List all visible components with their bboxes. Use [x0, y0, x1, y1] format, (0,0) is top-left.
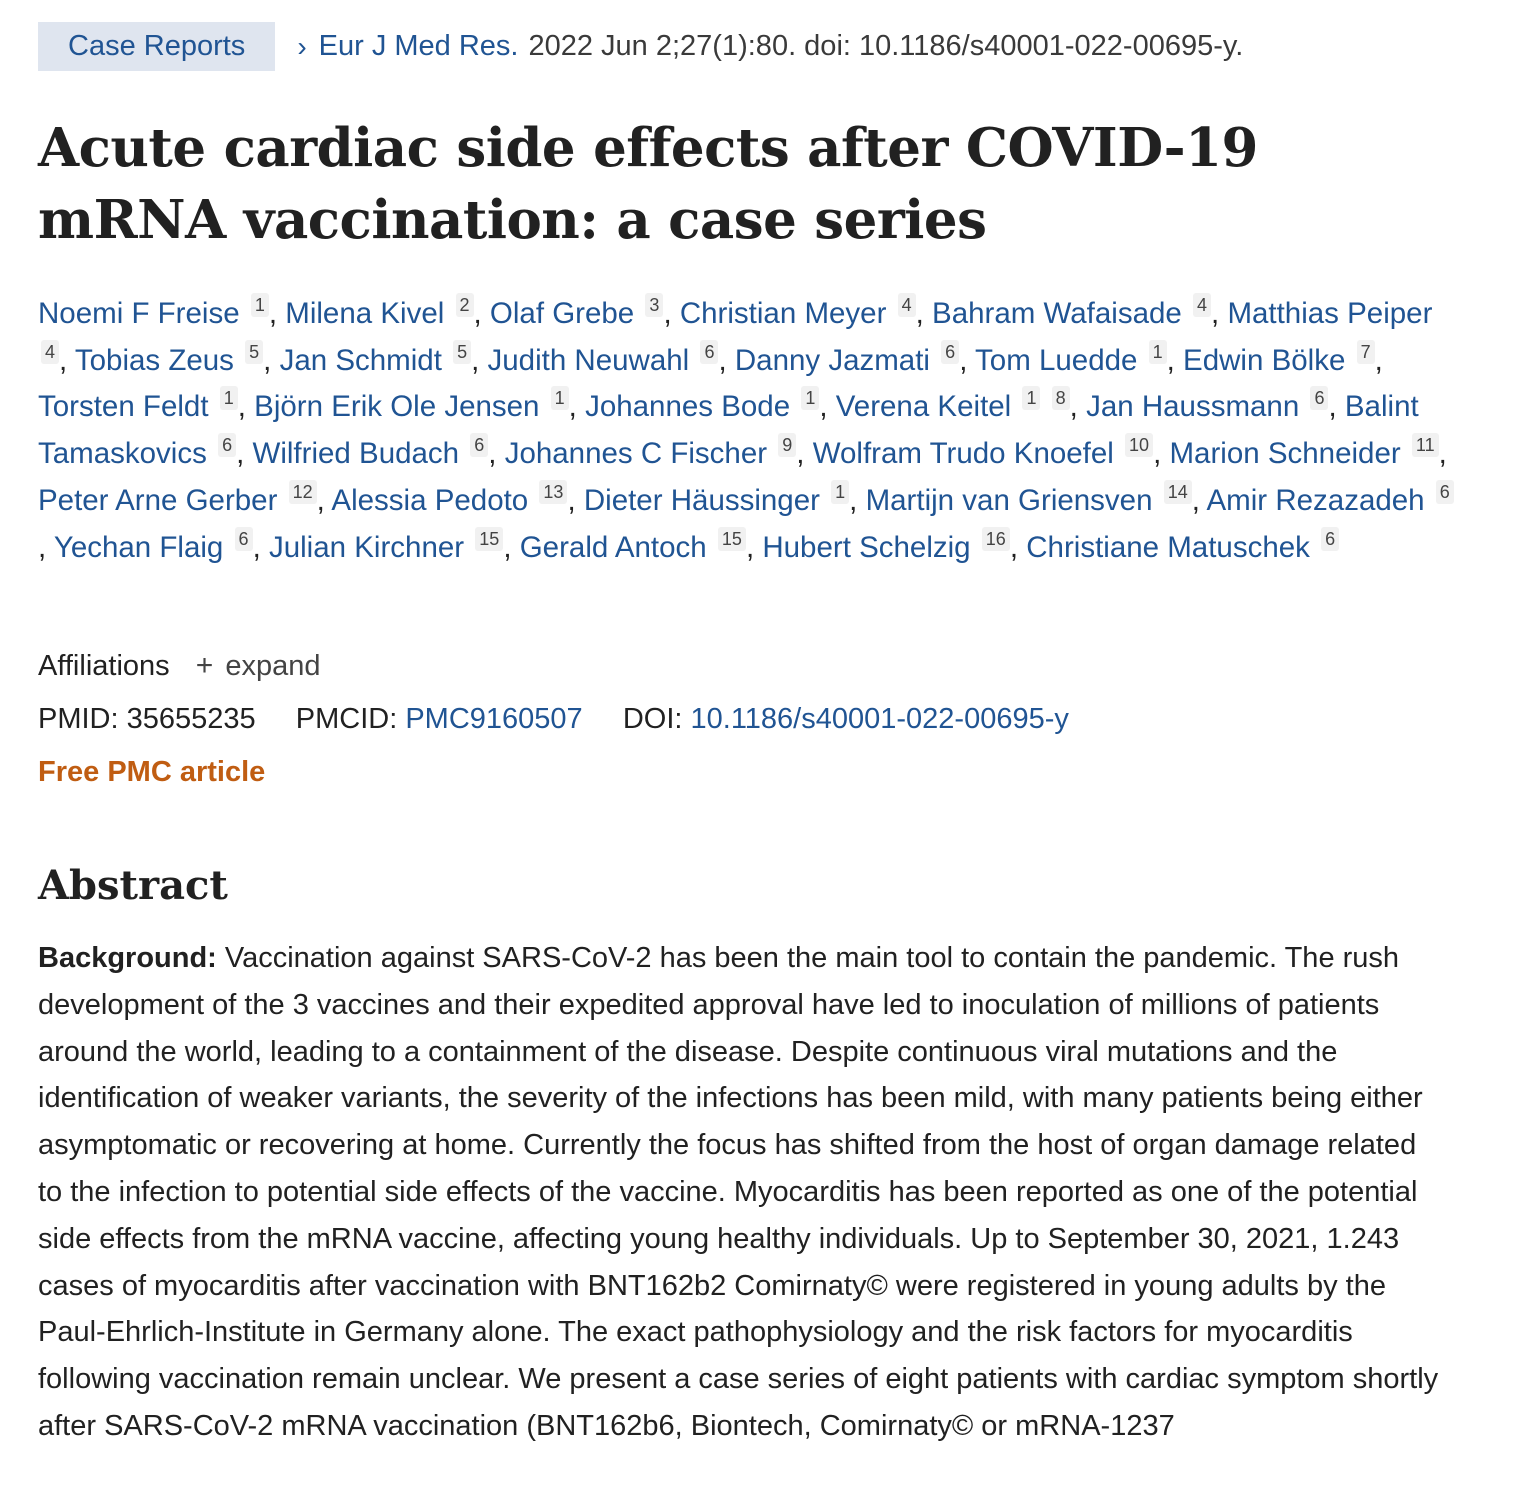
- affiliation-number[interactable]: 14: [1164, 480, 1192, 504]
- author-link[interactable]: Danny Jazmati: [734, 343, 930, 377]
- doi-link[interactable]: 10.1186/s40001-022-00695-y: [690, 703, 1069, 735]
- article-title: Acute cardiac side effects after COVID-19 mRNA vaccination: a case series: [38, 117, 1258, 251]
- pmid-label: PMID:: [38, 703, 119, 735]
- author-link[interactable]: Jan Haussmann: [1086, 390, 1300, 424]
- affiliation-number[interactable]: 6: [1310, 386, 1328, 410]
- affiliation-number[interactable]: 6: [1436, 480, 1454, 504]
- author-link[interactable]: Edwin Bölke: [1183, 343, 1346, 377]
- author-link[interactable]: Martijn van Griensven: [865, 483, 1153, 517]
- author-item: Johannes Bode 1 ,: [585, 388, 836, 424]
- author-link[interactable]: Verena Keitel: [835, 390, 1012, 424]
- affiliation-number[interactable]: 6: [700, 340, 718, 364]
- citation-line: [38, 22, 1243, 71]
- author-item: Wolfram Trudo Knoefel 10 ,: [812, 435, 1170, 471]
- author-item: Balint Tamaskovics 6 ,: [38, 390, 1419, 471]
- publication-type-badge: Case Reports: [38, 22, 275, 71]
- author-item: Marion Schneider 11 ,: [1169, 435, 1447, 471]
- affiliation-number[interactable]: 11: [1412, 433, 1439, 457]
- author-link[interactable]: Amir Rezazadeh: [1206, 483, 1425, 517]
- authors-list: [38, 291, 1458, 571]
- author-link[interactable]: Tobias Zeus: [74, 343, 234, 377]
- affiliation-number[interactable]: 13: [539, 480, 567, 504]
- citation: [297, 22, 1243, 71]
- affiliation-number[interactable]: 9: [778, 433, 796, 457]
- author-link[interactable]: Wolfram Trudo Knoefel: [812, 437, 1114, 471]
- author-link[interactable]: Jan Schmidt: [279, 343, 442, 377]
- affiliation-number[interactable]: 1: [1022, 386, 1040, 410]
- author-link[interactable]: Johannes Bode: [585, 390, 791, 424]
- author-item: Hubert Schelzig 16 ,: [762, 528, 1027, 564]
- author-link[interactable]: Christiane Matuschek: [1026, 530, 1310, 564]
- author-item: Gerald Antoch 15 ,: [519, 528, 763, 564]
- pmid-value: 35655235: [126, 703, 256, 735]
- author-link[interactable]: Björn Erik Ole Jensen: [254, 390, 540, 424]
- affiliation-number[interactable]: 6: [1321, 527, 1339, 551]
- affiliations-row: [38, 644, 320, 688]
- author-item: Julian Kirchner 15 ,: [268, 528, 520, 564]
- citation-details: 2022 Jun 2;27(1):80. doi: 10.1186/s40001-022-00695-y.: [528, 30, 1244, 62]
- affiliation-number[interactable]: 10: [1125, 433, 1153, 457]
- author-link[interactable]: Tom Luedde: [975, 343, 1138, 377]
- affiliation-number[interactable]: 7: [1357, 340, 1375, 364]
- author-item: Matthias Peiper 4 ,: [38, 297, 1432, 377]
- affiliation-number[interactable]: 4: [1193, 293, 1211, 317]
- author-item: Noemi F Freise 1 ,: [38, 295, 286, 330]
- author-link[interactable]: Alessia Pedoto: [331, 483, 529, 517]
- affiliation-number[interactable]: 1: [1149, 340, 1167, 364]
- author-item: Olaf Grebe 3 ,: [489, 295, 680, 330]
- affiliation-number[interactable]: 1: [801, 386, 819, 410]
- expand-label: expand: [225, 650, 321, 682]
- affiliation-number[interactable]: 1: [251, 293, 269, 317]
- author-link[interactable]: Torsten Feldt: [38, 390, 209, 424]
- author-item: Björn Erik Ole Jensen 1 ,: [254, 388, 586, 424]
- author-link[interactable]: Peter Arne Gerber: [38, 483, 278, 517]
- affiliation-number[interactable]: 4: [41, 340, 59, 364]
- affiliation-number[interactable]: 1: [220, 386, 238, 410]
- pmcid-label: PMCID:: [295, 703, 398, 735]
- author-item: Judith Neuwahl 6 ,: [487, 341, 735, 377]
- author-item: Yechan Flaig 6 ,: [53, 528, 269, 564]
- author-item: Tobias Zeus 5 ,: [74, 341, 280, 377]
- author-item: Christian Meyer 4 ,: [679, 295, 933, 330]
- author-link[interactable]: Hubert Schelzig: [762, 530, 971, 564]
- chevron-right-icon: ›: [297, 31, 307, 62]
- author-item: Amir Rezazadeh 6,: [38, 484, 1454, 564]
- author-item: Jan Haussmann 6 ,: [1086, 388, 1345, 424]
- author-link[interactable]: Noemi F Freise: [38, 297, 240, 330]
- author-link[interactable]: Johannes C Fischer: [504, 437, 768, 471]
- author-link[interactable]: Olaf Grebe: [489, 297, 635, 330]
- author-item: Verena Keitel 1 8 ,: [835, 388, 1087, 424]
- doi-label: DOI:: [622, 703, 683, 735]
- author-item: Peter Arne Gerber 12 ,: [38, 481, 332, 517]
- plus-icon: +: [195, 649, 214, 682]
- author-item: Wilfried Budach 6 ,: [252, 435, 505, 471]
- affiliation-number[interactable]: 5: [245, 340, 263, 364]
- author-item: Milena Kivel 2 ,: [285, 295, 490, 330]
- author-link[interactable]: Matthias Peiper: [1227, 297, 1433, 330]
- author-item: [1026, 528, 1339, 564]
- author-item: Jan Schmidt 5 ,: [279, 341, 488, 377]
- affiliation-number[interactable]: 6: [218, 433, 236, 457]
- affiliation-number[interactable]: 3: [645, 293, 663, 317]
- free-pmc-article-link[interactable]: Free PMC article: [38, 756, 266, 788]
- affiliation-number[interactable]: 5: [453, 340, 471, 364]
- identifiers-row: [38, 697, 1069, 741]
- affiliation-number[interactable]: 12: [289, 480, 317, 504]
- author-link[interactable]: Dieter Häussinger: [583, 483, 820, 517]
- affiliation-number[interactable]: 15: [718, 527, 746, 551]
- author-link[interactable]: Gerald Antoch: [519, 530, 707, 564]
- author-item: Johannes C Fischer 9 ,: [504, 435, 813, 471]
- background-label: Background:: [38, 942, 217, 974]
- journal-link[interactable]: Eur J Med Res.: [318, 30, 519, 62]
- author-item: Bahram Wafaisade 4 ,: [932, 295, 1228, 330]
- affiliation-number[interactable]: 6: [470, 433, 488, 457]
- author-link[interactable]: Marion Schneider: [1169, 437, 1401, 471]
- affiliation-number[interactable]: 6: [235, 527, 253, 551]
- affiliation-number[interactable]: 4: [898, 293, 916, 317]
- affiliation-number[interactable]: 15: [475, 527, 503, 551]
- affiliations-label: Affiliations: [38, 650, 170, 682]
- author-link[interactable]: Christian Meyer: [679, 297, 887, 330]
- affiliations-expand-button[interactable]: [196, 650, 321, 682]
- author-item: Torsten Feldt 1 ,: [38, 388, 255, 424]
- affiliation-number[interactable]: 16: [982, 527, 1010, 551]
- author-item: Danny Jazmati 6 ,: [734, 341, 976, 377]
- pmcid-link[interactable]: PMC9160507: [405, 703, 583, 735]
- affiliation-number[interactable]: 6: [941, 340, 959, 364]
- author-item: Dieter Häussinger 1 ,: [583, 481, 866, 517]
- affiliation-number[interactable]: 1: [831, 480, 849, 504]
- affiliation-number[interactable]: 1: [551, 386, 569, 410]
- abstract-background: [38, 935, 1448, 1450]
- author-link[interactable]: Judith Neuwahl: [487, 343, 690, 377]
- affiliation-number[interactable]: 2: [456, 293, 474, 317]
- background-text: Vaccination against SARS-CoV-2 has been the main tool to contain the pandemic. The rush development of the 3 vaccines and their expedited approval have led to inoculation of millions of patients around the world, leading to a containment of the disease. Despite continuous viral mutations and the identification of weaker variants, the severity of the infections has been mild, with many patients being either asymptomatic or recovering at home. Currently the focus has shifted from the host of organ damage related to the infection to potential side effects of the vaccine. Myocarditis has been reported as one of the potential side effects from the mRNA vaccine, affecting young healthy individuals. Up to September 30, 2021, 1.243 cases of myocarditis after vaccination with BNT162b2 Comirnaty© were registered in young adults by the Paul-Ehrlich-Institute in Germany alone. The exact pathophysiology and the risk factors for myocarditis following vaccination remain unclear. We present a case series of eight patients with cardiac symptom shortly after SARS-CoV-2 mRNA vaccination (BNT162b6, Biontech, Comirnaty© or mRNA-1237: [38, 942, 1439, 1442]
- abstract-heading: Abstract: [38, 862, 228, 909]
- author-link[interactable]: Julian Kirchner: [268, 530, 465, 564]
- author-link[interactable]: Bahram Wafaisade: [932, 297, 1182, 330]
- author-item: Alessia Pedoto 13 ,: [331, 481, 584, 517]
- author-link[interactable]: Balint Tamaskovics: [38, 390, 1419, 471]
- affiliation-number[interactable]: 8: [1052, 386, 1070, 410]
- author-item: Edwin Bölke 7 ,: [1183, 341, 1383, 377]
- author-item: Martijn van Griensven 14 ,: [865, 481, 1207, 517]
- author-link[interactable]: Milena Kivel: [285, 297, 445, 330]
- author-item: Tom Luedde 1 ,: [975, 341, 1184, 377]
- author-link[interactable]: Wilfried Budach: [252, 437, 460, 471]
- author-link[interactable]: Yechan Flaig: [53, 530, 224, 564]
